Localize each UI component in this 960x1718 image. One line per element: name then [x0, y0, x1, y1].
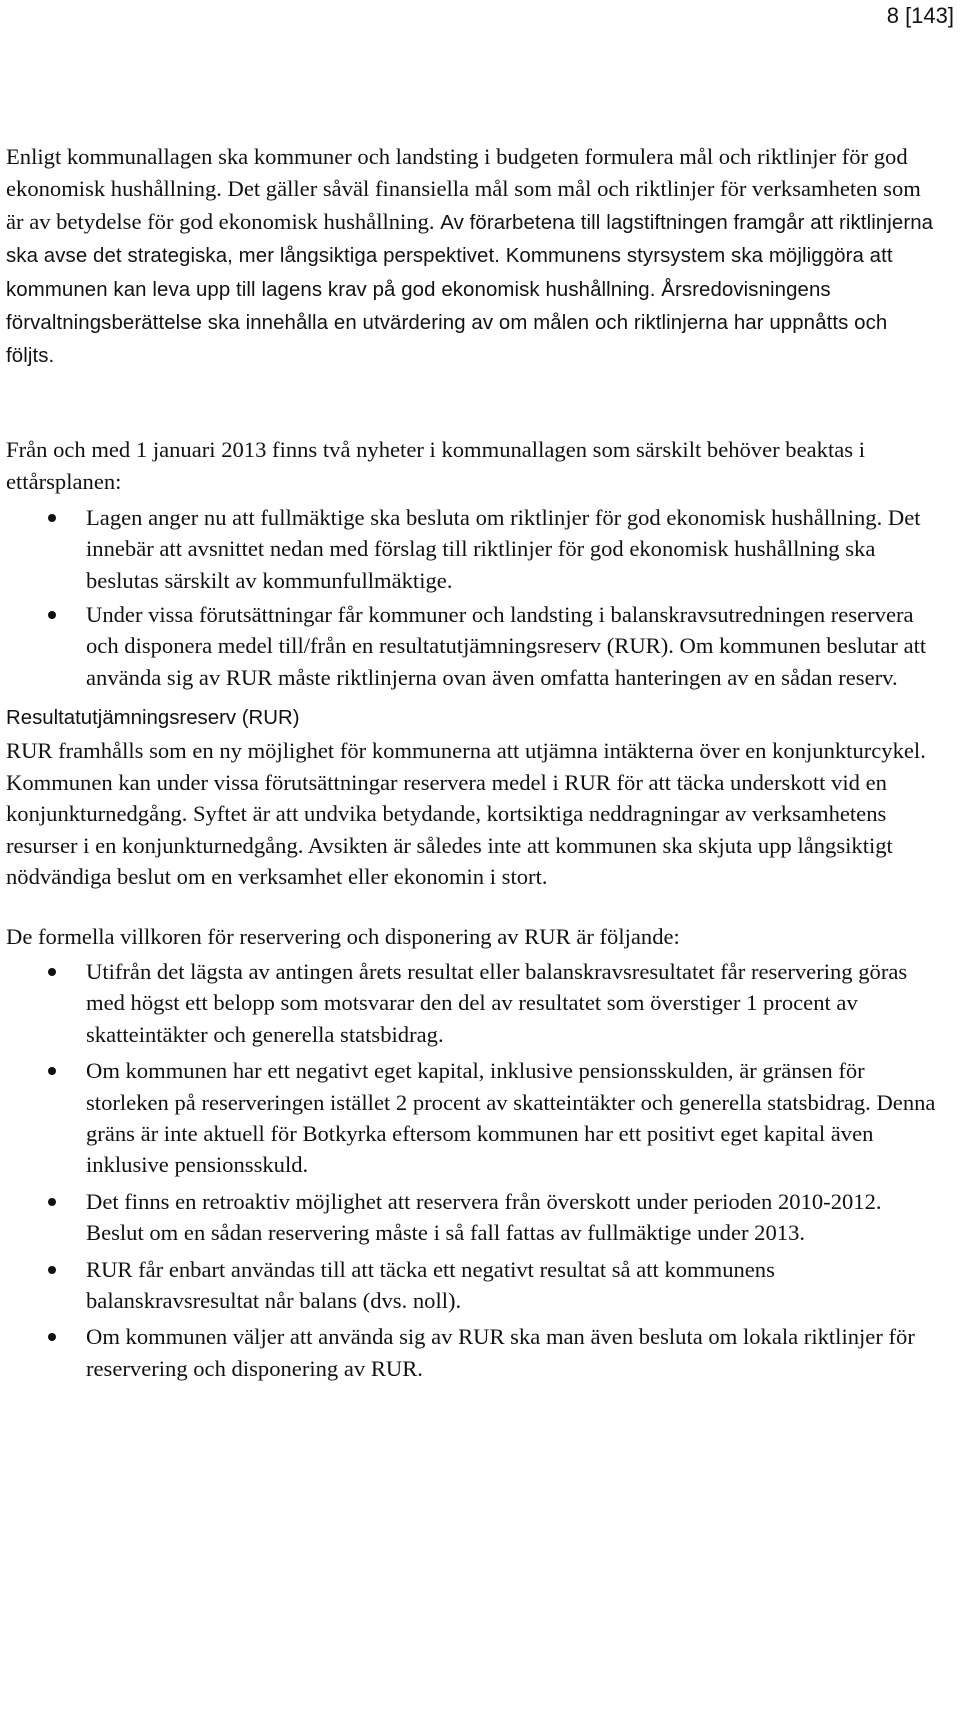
- intro-paragraph: [6, 141, 936, 401]
- bullet-icon: [48, 1067, 56, 1075]
- list-item: [6, 502, 936, 597]
- list-item-text: Utifrån det lägsta av antingen årets resultat eller balanskravsresultatet får reservering göras med högst ett belopp som motsvarar den del av resultatet som överstiger 1 procent av skatteintäkter och generella statsbidrag.: [86, 959, 908, 1047]
- list-item-text: Under vissa förutsättningar får kommuner och landsting i balanskravsutredningen reservera och disponera medel till/från en resultatutjämningsreserv (RUR). Om kommunen beslutar att använda sig av RUR måste riktlinjerna ovan även omfatta hanteringen av en sådan reserv.: [86, 601, 927, 690]
- list-item-text: Om kommunen väljer att använda sig av RUR ska man även besluta om lokala riktlinjer för reservering och disponering av RUR.: [86, 1324, 915, 1381]
- news-lead-paragraph: Från och med 1 januari 2013 finns två nyheter i kommunallagen som särskilt behöver beaktas i ettårsplanen:: [6, 437, 865, 495]
- news-bullet-list: [6, 502, 936, 694]
- intro-sentence-2: Av förarbetena till lagstiftningen framgår att riktlinjerna ska avse det strategiska, mer långsiktiga perspektivet. Kommunens styrsystem ska möjliggöra att kommunen kan leva upp till lagens krav på god ekonomisk hushållning. Årsredovisningens förvaltningsberättelse ska innehålla en utvärdering av om målen och riktlinjerna har uppnåtts och följts.: [6, 211, 934, 368]
- list-item: [6, 956, 936, 1050]
- page-number: 8 [143]: [886, 3, 954, 28]
- list-item-text: Om kommunen har ett negativt eget kapital, inklusive pensionsskulden, är gränsen för storleken på reserveringen istället 2 procent av skatteintäkter och generella statsbidrag. Denna gräns är inte aktuell för Botkyrka eftersom kommunen har ett positivt eget kapital även inklusive pensionsskuld.: [86, 1058, 936, 1178]
- bullet-icon: [48, 968, 56, 976]
- section-heading-rur: Resultatutjämningsreserv (RUR): [6, 707, 300, 730]
- list-item-text: Det finns en retroaktiv möjlighet att reservera från överskott under perioden 2010-2012. Beslut om en sådan reservering måste i så fall fattas av fullmäktige under 2013.: [86, 1188, 882, 1246]
- conditions-lead-paragraph: De formella villkoren för reservering och disponering av RUR är följande:: [6, 924, 680, 950]
- bullet-icon: [48, 1333, 56, 1341]
- rur-body-paragraph: RUR framhålls som en ny möjlighet för kommunerna att utjämna intäkterna över en konjunkturcykel. Kommunen kan under vissa förutsättningar reservera medel i RUR för att täcka underskott vid en konjunkturnedgång. Syftet är att undvika betydande, kortsiktiga neddragningar av verksamhetens resurser i en konjunkturnedgång. Avsikten är således inte att kommunen ska skjuta upp långsiktigt nödvändiga beslut om en verksamhet eller ekonomin i stort.: [6, 738, 926, 889]
- bullet-icon: [48, 1266, 56, 1274]
- list-item: [6, 1321, 936, 1384]
- list-item: [6, 599, 936, 694]
- spacer: [6, 892, 936, 921]
- bullet-icon: [48, 514, 56, 522]
- list-item-text: Lagen anger nu att fullmäktige ska besluta om riktlinjer för god ekonomisk hushållning. Det innebär att avsnittet nedan med förslag till riktlinjer för god ekonomisk hushållning ska beslutas särskilt av kommunfullmäktige.: [86, 504, 921, 593]
- list-item: [6, 1254, 936, 1317]
- conditions-bullet-list: [6, 956, 936, 1384]
- list-item: [6, 1055, 936, 1181]
- bullet-icon: [48, 611, 56, 619]
- bullet-icon: [48, 1198, 56, 1206]
- spacer: [6, 401, 936, 434]
- list-item: [6, 1186, 936, 1249]
- intro-sentence-1: Enligt kommunallagen ska kommuner och landsting i budgeten formulera mål och riktlinjer för god ekonomisk hushållning. Det gäller såväl finansiella mål som mål och riktlinjer för verksamheten som är av betydelse för god ekonomisk hushållning.: [6, 144, 921, 234]
- list-item-text: RUR får enbart användas till att täcka ett negativt resultat så att kommunens balanskravsresultat når balans (dvs. noll).: [86, 1256, 775, 1314]
- page-content: [6, 141, 936, 1389]
